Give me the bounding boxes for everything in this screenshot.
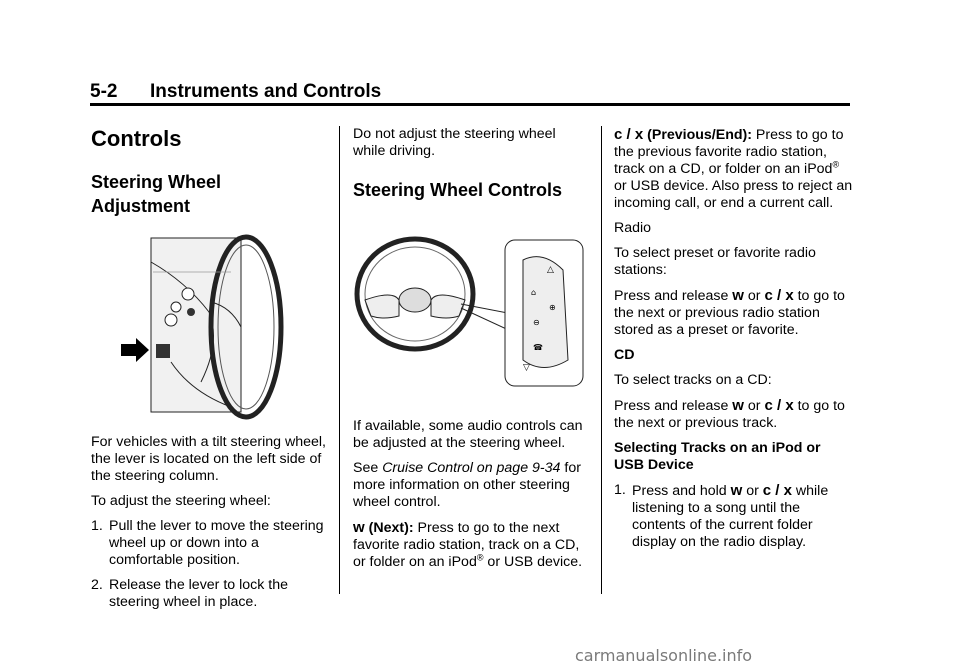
section-head: Radio [614, 220, 652, 236]
paragraph: To adjust the steering wheel: [91, 493, 271, 509]
steering-column-svg [91, 232, 331, 428]
cross-reference: See Cruise Control on page 9-34 for more information on other steering wheel control. [353, 460, 581, 510]
paragraph: For vehicles with a tilt steering wheel, the lever is located on the left side of the steering column. [91, 434, 326, 484]
column-divider [339, 126, 340, 594]
list-item: 2. Release the lever to lock the steering wheel in place. [91, 577, 289, 610]
watermark: carmanualsonline.info [575, 646, 753, 665]
previous-symbol: c / x [614, 126, 644, 143]
next-symbol: w [353, 519, 365, 536]
next-description: w (Next): Press to go to the next favorite radio station, track on a CD, or folder on an iPod® or USB device. [353, 519, 583, 570]
column-middle [353, 126, 589, 579]
paragraph: To select preset or favorite radio stations: [614, 245, 816, 278]
svg-text:⊖: ⊖ [533, 318, 540, 327]
subsection-title: Steering Wheel Controls [353, 180, 563, 200]
section-head: Selecting Tracks on an iPod or USB Device [614, 440, 821, 473]
chapter-title: Instruments and Controls [150, 81, 382, 102]
paragraph: If available, some audio controls can be adjusted at the steering wheel. [353, 418, 583, 451]
paragraph: Do not adjust the steering wheel while driving. [353, 126, 556, 159]
header-rule [90, 103, 850, 106]
down-symbol: ▽ [523, 363, 530, 373]
paragraph: Press and release w or c / x to go to the next or previous radio station stored as a preset or favorite. [614, 287, 845, 338]
column-divider [601, 126, 602, 594]
paragraph: Press and release w or c / x to go to the next or previous track. [614, 397, 845, 431]
steering-column-illustration [91, 232, 331, 428]
svg-text:☎: ☎ [533, 343, 543, 352]
subsection-title: Steering Wheel Adjustment [91, 172, 222, 216]
svg-text:⊕: ⊕ [549, 303, 556, 312]
page-number: 5-2 [90, 81, 118, 102]
steering-wheel-svg [353, 220, 589, 394]
up-symbol: △ [547, 265, 554, 275]
list-item: 1. Press and hold w or c / x while listening to a song until the contents of the current folder display on the radio display. [614, 482, 829, 550]
section-title: Controls [91, 126, 182, 151]
column-right [614, 126, 854, 559]
column-left [91, 126, 331, 619]
steps-list [91, 518, 331, 611]
section-head: CD [614, 347, 635, 363]
steering-wheel-controls-illustration [353, 220, 589, 394]
previous-description: c / x (Previous/End): Press to go to the previous favorite radio station, track on a CD, or folder on an iPod® or USB device. Also press to reject an incoming call, or end a current call. [614, 126, 853, 211]
svg-text:⌂: ⌂ [531, 288, 537, 297]
arrow-icon [121, 338, 149, 362]
page-header [90, 80, 850, 104]
steps-list [614, 482, 854, 551]
paragraph: To select tracks on a CD: [614, 372, 772, 388]
list-item: 1. Pull the lever to move the steering wheel up or down into a comfortable position. [91, 518, 324, 568]
